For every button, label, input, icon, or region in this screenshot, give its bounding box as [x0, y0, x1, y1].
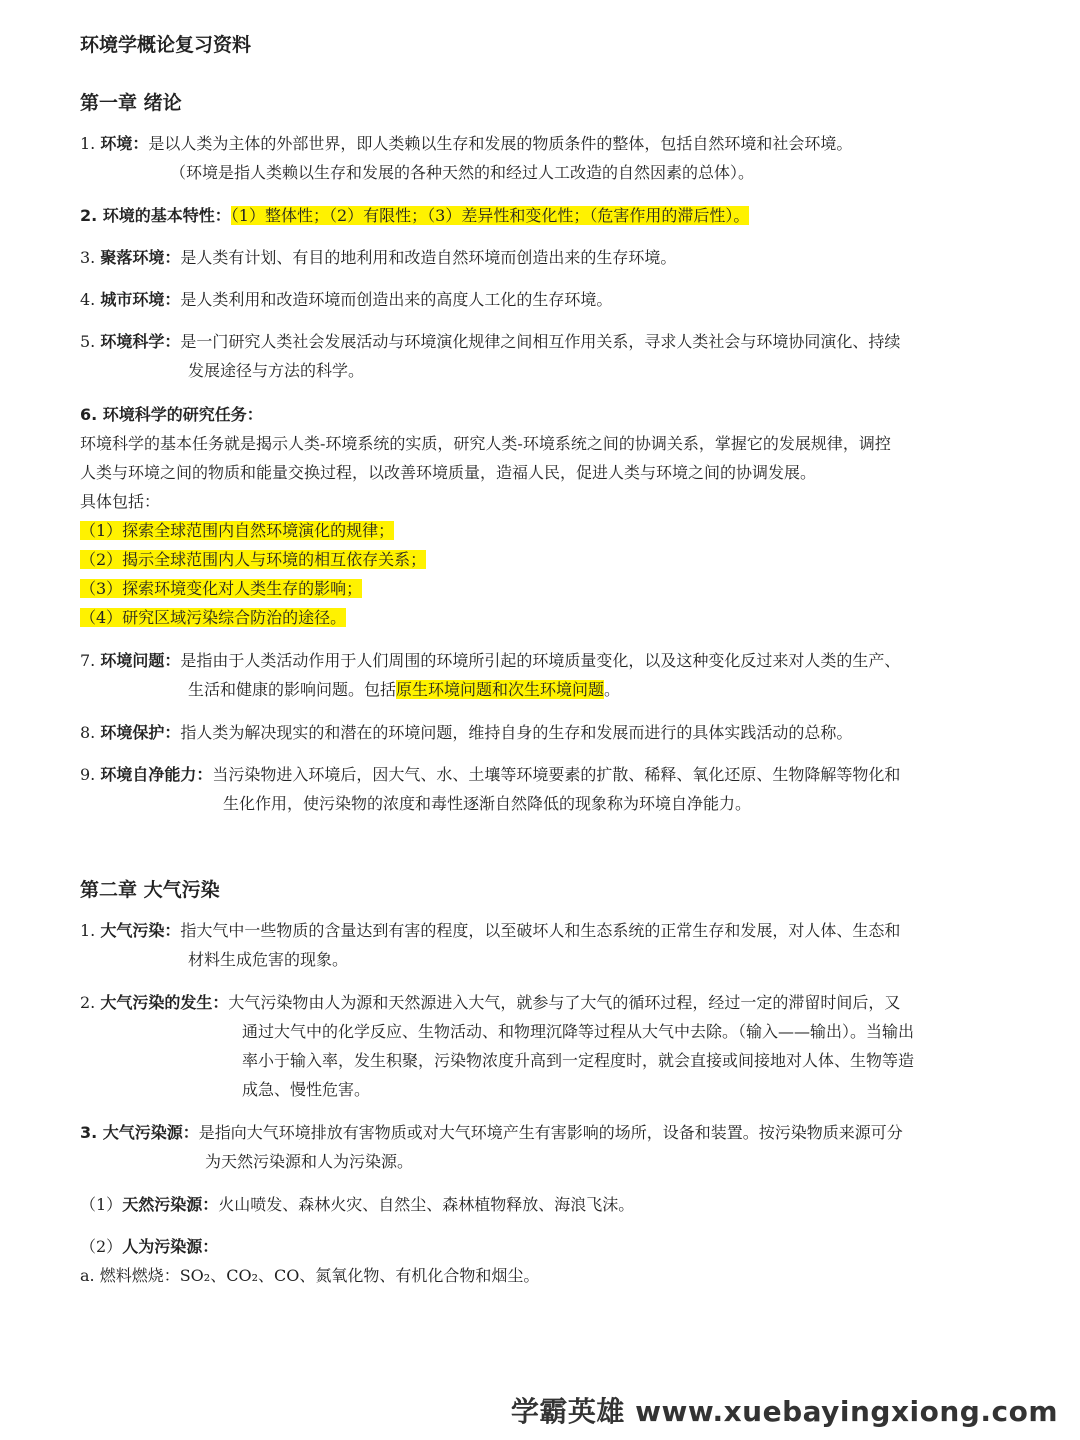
item-4-urban: 4. 城市环境：是人类利用和改造环境而创造出来的高度人工化的生存环境。 — [80, 290, 613, 309]
item-air-pollution-occurrence: 2. 大气污染的发生：大气污染物由人为源和天然源进入大气，就参与了大气的循环过程，经过一定的滞留时间后，又 通过大气中的化学反应、生物活动、和物理沉降等过程从大气中去除。（输入——输出）。当输出 率小于输入率，发生积聚，污染物浓度升高到一定程度时，就会直接或间接地对人体、生物等造 成急、慢性危害。 — [80, 993, 915, 1099]
chapter-2-heading: 第二章 大气污染 — [80, 879, 220, 901]
item-natural-sources: （1）天然污染源：火山喷发、森林火灾、自然尘、森林植物释放、海浪飞沫。 — [80, 1195, 635, 1214]
item-air-pollution: 1. 大气污染：指大气中一些物质的含量达到有害的程度，以至破坏人和生态系统的正常生存和发展，对人体、生态和 材料生成危害的现象。 — [80, 921, 901, 969]
item-9-self-purification: 9. 环境自净能力：当污染物进入环境后，因大气、水、土壤等环境要素的扩散、稀释、氧化还原、生物降解等物化和 生化作用，使污染物的浓度和毒性逐渐自然降低的现象称为环境自净能力。 — [80, 765, 901, 813]
task-2: （2）揭示全球范围内人与环境的相互依存关系； — [80, 550, 427, 569]
chapter-1-heading: 第一章 绪论 — [80, 92, 182, 114]
item-7-problems: 7. 环境问题：是指由于人类活动作用于人们周围的环境所引起的环境质量变化，以及这种变化反过来对人类的生产、 生活和健康的影响问题。包括原生环境问题和次生环境问题。 — [80, 651, 901, 699]
item-6-tasks: 6. 环境科学的研究任务： 环境科学的基本任务就是揭示人类-环境系统的实质，研究人类-环境系统之间的协调关系，掌握它的发展规律，调控 人类与环境之间的物质和能量交换过程，以改善环境质量，造福人民，促进人类与环境之间的协调发展。 具体包括： （1）探索全球范围内自然环境演化的规律； （2）揭示全球范围内人与环境的相互依存关系； （3）探索环境变化对人类生存的影响； （4）研究区域污染综合防治的途径。 — [80, 405, 891, 627]
task-4: （4）研究区域污染综合防治的途径。 — [80, 608, 347, 627]
item-1-environment: 1. 环境：是以人类为主体的外部世界，即人类赖以生存和发展的物质条件的整体，包括自然环境和社会环境。 （环境是指人类赖以生存和发展的各种天然的和经过人工改造的自然因素的总体）。 — [80, 134, 853, 182]
item-anthropogenic-sources: （2）人为污染源： a. 燃料燃烧：SO₂、CO₂、CO、氮氧化物、有机化合物和烟尘。 — [80, 1237, 540, 1285]
task-1: （1）探索全球范围内自然环境演化的规律； — [80, 521, 395, 540]
item-5-science: 5. 环境科学：是一门研究人类社会发展活动与环境演化规律之间相互作用关系，寻求人类社会与环境协同演化、持续 发展途径与方法的科学。 — [80, 332, 901, 380]
item-2-characteristics: 2. 环境的基本特性：（1）整体性；（2）有限性；（3）差异性和变化性；（危害作用的滞后性）。 — [80, 206, 750, 225]
item-8-protection: 8. 环境保护：指人类为解决现实的和潜在的环境问题，维持自身的生存和发展而进行的具体实践活动的总称。 — [80, 723, 853, 742]
item-3-settlement: 3. 聚落环境：是人类有计划、有目的地利用和改造自然环境而创造出来的生存环境。 — [80, 248, 677, 267]
item-pollution-sources: 3. 大气污染源：是指向大气环境排放有害物质或对大气环境产生有害影响的场所，设备和装置。按污染物质来源可分 为天然污染源和人为污染源。 — [80, 1123, 903, 1171]
site-watermark: 学霸英雄 www.xuebayingxiong.com — [510, 1395, 1058, 1428]
document-title: 环境学概论复习资料 — [80, 34, 252, 56]
task-3: （3）探索环境变化对人类生存的影响； — [80, 579, 363, 598]
